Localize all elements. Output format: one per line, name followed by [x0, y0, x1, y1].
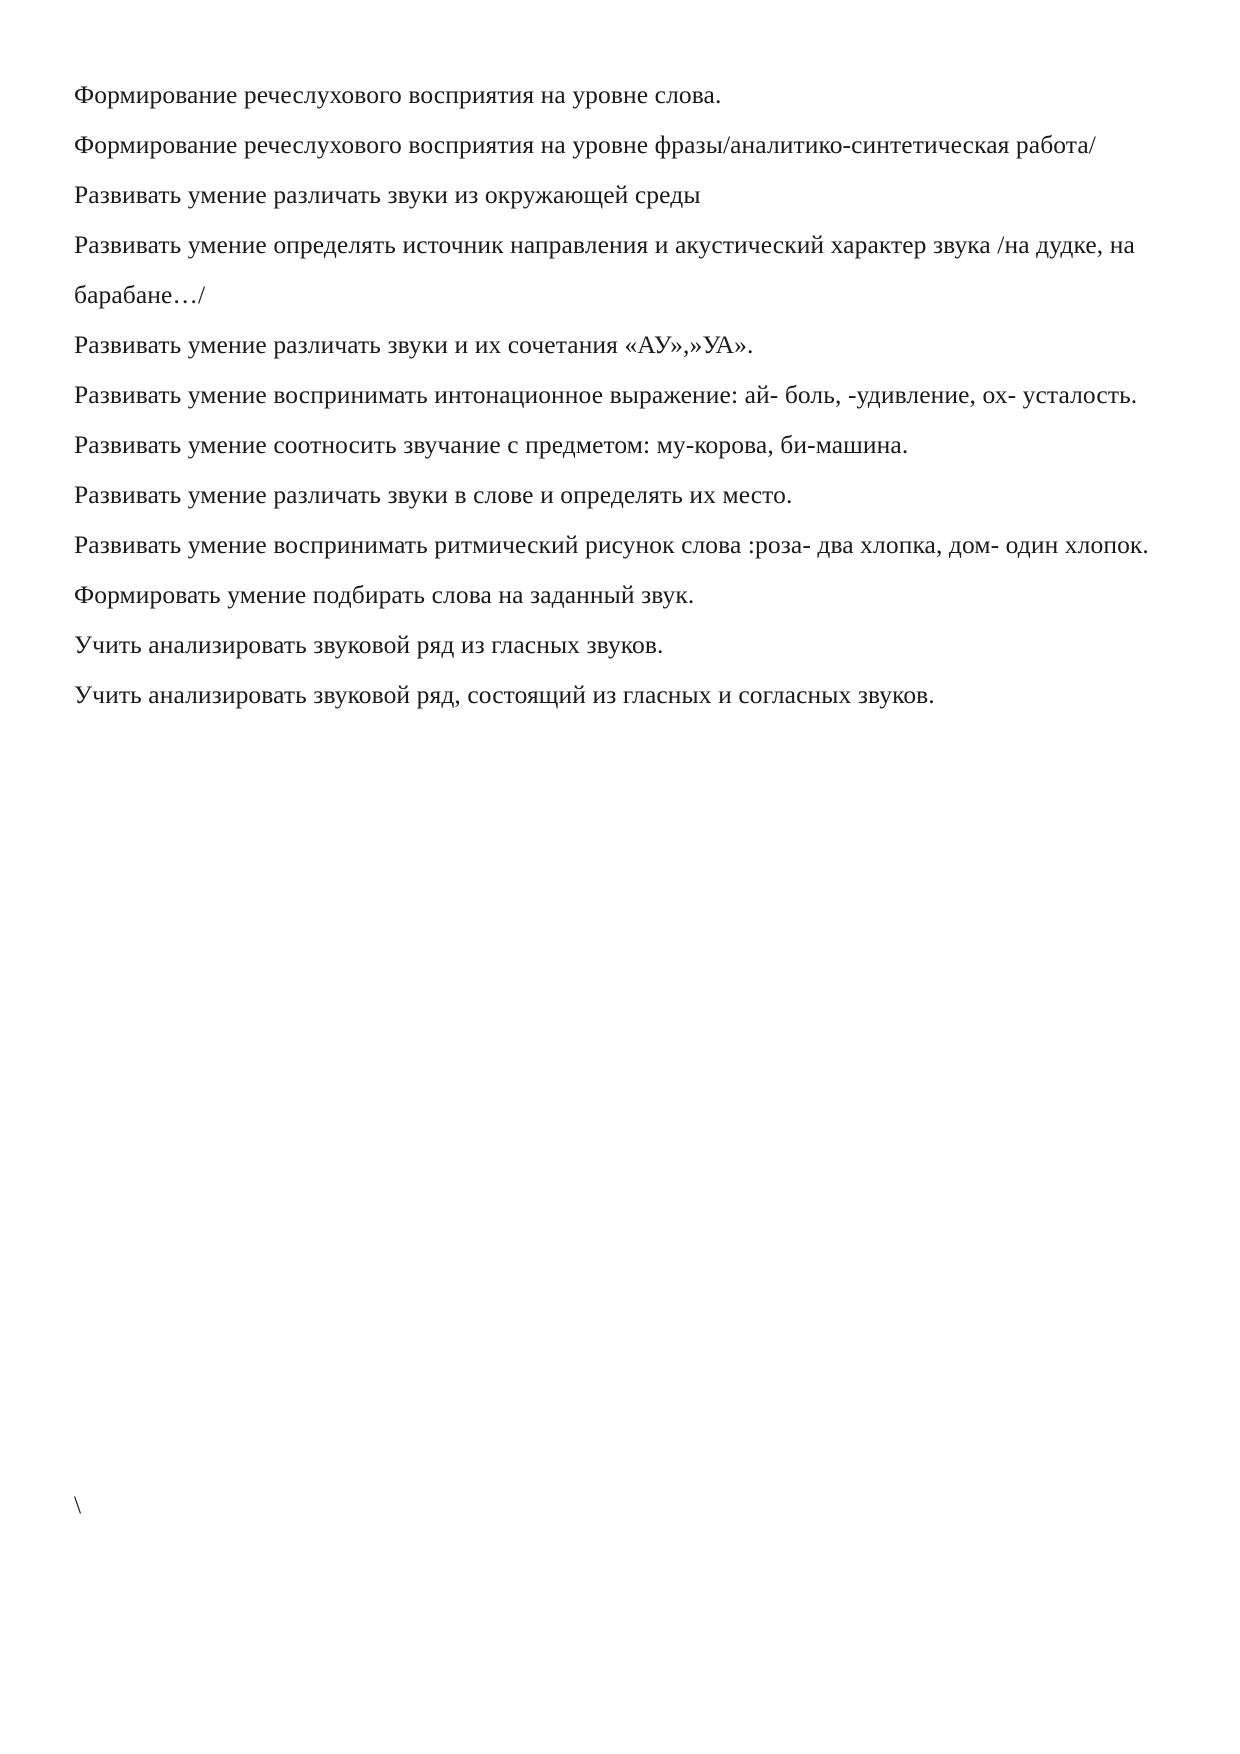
stray-backslash-mark: \: [74, 1490, 82, 1519]
paragraph-vowel-analysis: Учить анализировать звуковой ряд из гласных звуков.: [74, 630, 664, 659]
paragraph-word-selection: Формировать умение подбирать слова на заданный звук.: [74, 580, 695, 609]
paragraph-intonation: Развивать умение воспринимать интонационное выражение: ай- боль, -удивление, ох- усталость.: [74, 380, 1138, 409]
paragraph-sound-in-word: Развивать умение различать звуки в слове и определять их место.: [74, 480, 793, 509]
paragraph-rhythm-pattern: Развивать умение воспринимать ритмический рисунок слова :роза- два хлопка, дом- один хлопок.: [74, 530, 1149, 559]
paragraph-environment-sounds: Развивать умение различать звуки из окружающей среды: [74, 180, 701, 209]
paragraph-vowel-consonant-analysis: Учить анализировать звуковой ряд, состоящий из гласных и согласных звуков.: [74, 680, 935, 709]
document-body: [74, 70, 1164, 720]
paragraph-word-level-perception: Формирование речеслухового восприятия на уровне слова.: [74, 80, 722, 109]
paragraph-sound-combinations: Развивать умение различать звуки и их сочетания «АУ»,»УА».: [74, 330, 754, 359]
paragraph-sound-source: Развивать умение определять источник направления и акустический характер звука /на дудке, на барабане…/: [74, 230, 1135, 309]
paragraph-phrase-level-perception: Формирование речеслухового восприятия на уровне фразы/аналитико-синтетическая работа/: [74, 130, 1096, 159]
paragraph-sound-object: Развивать умение соотносить звучание с предметом: му-корова, би-машина.: [74, 430, 909, 459]
